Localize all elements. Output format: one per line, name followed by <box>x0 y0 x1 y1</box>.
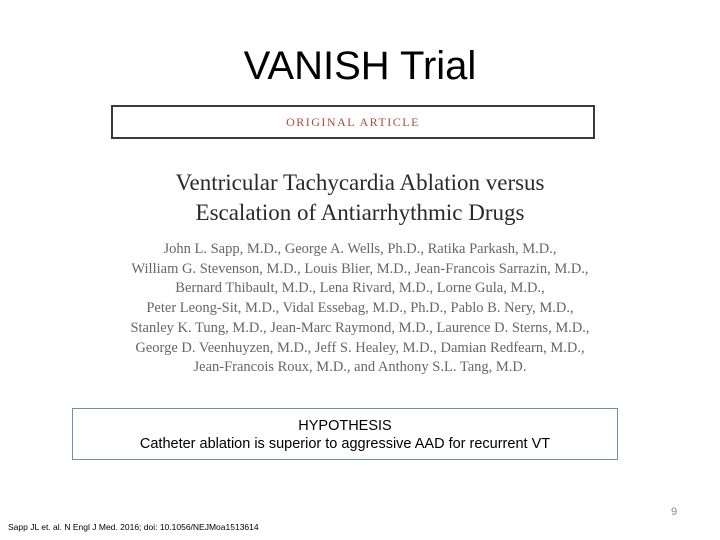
author-line: Peter Leong-Sit, M.D., Vidal Essebag, M.D., Ph.D., Pablo B. Nery, M.D., <box>146 300 574 317</box>
author-line: Stanley K. Tung, M.D., Jean-Marc Raymond, M.D., Laurence D. Sterns, M.D., <box>130 319 590 336</box>
author-line: Jean-Francois Roux, M.D., and Anthony S.L. Tang, M.D. <box>193 359 527 376</box>
article-type-banner: ORIGINAL ARTICLE <box>111 105 595 139</box>
page-number: 9 <box>670 506 678 518</box>
slide-title: VANISH Trial <box>243 44 477 88</box>
author-line: George D. Veenhuyzen, M.D., Jeff S. Healey, M.D., Damian Redfearn, M.D., <box>135 339 585 356</box>
author-line: John L. Sapp, M.D., George A. Wells, Ph.D., Ratika Parkash, M.D., <box>163 241 557 257</box>
hypothesis-box <box>72 408 618 460</box>
article-title-line: Ventricular Tachycardia Ablation versus <box>175 170 545 195</box>
article-title <box>0 168 720 228</box>
author-line: William G. Stevenson, M.D., Louis Blier, M.D., Jean-Francois Sarrazin, M.D., <box>131 260 589 277</box>
citation: Sapp JL et. al. N Engl J Med. 2016; doi: 10.1056/NEJMoa1513614 <box>8 522 259 532</box>
author-line: Bernard Thibault, M.D., Lena Rivard, M.D., Lorne Gula, M.D., <box>175 280 545 297</box>
hypothesis-heading: HYPOTHESIS <box>298 418 392 434</box>
author-list <box>0 240 720 378</box>
hypothesis-text: Catheter ablation is superior to aggressive AAD for recurrent VT <box>139 436 551 452</box>
article-title-line: Escalation of Antiarrhythmic Drugs <box>195 200 525 225</box>
